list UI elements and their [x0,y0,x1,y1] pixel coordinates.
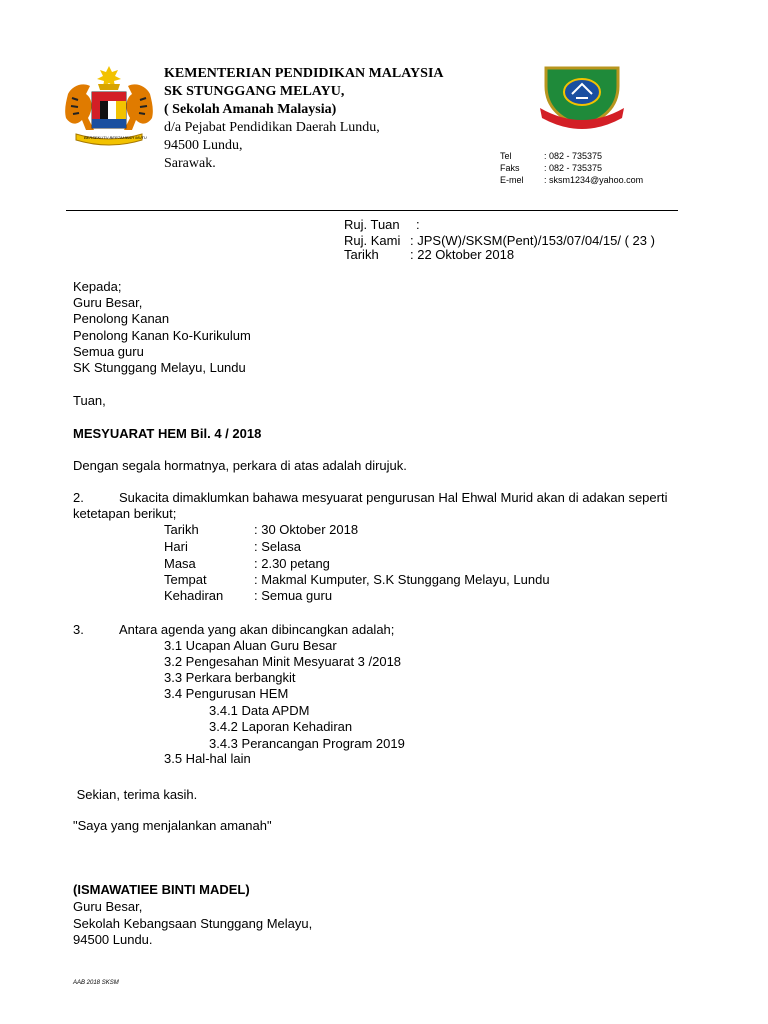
ref-kami-label: Ruj. Kami [344,233,401,248]
signatory-school: Sekolah Kebangsaan Stunggang Melayu, [73,916,313,931]
contact-fax-value: : 082 - 735375 [544,163,603,173]
school-note: ( Sekolah Amanah Malaysia) [164,102,337,117]
detail-label: Masa [164,556,196,571]
contact-tel-value: : 082 - 735375 [544,151,603,161]
detail-value: : Selasa [254,539,301,554]
detail-value: : 2.30 petang [254,556,330,571]
recipient-line: Guru Besar, [73,295,143,310]
header-divider [66,210,678,211]
detail-value: : 30 Oktober 2018 [254,522,359,537]
recipient-heading: Kepada; [73,279,122,294]
crest-motto: BERSEKUTU BERTAMBAH MUTU [84,135,147,140]
agenda-item: 3.2 Pengesahan Minit Mesyuarat 3 /2018 [164,654,402,669]
recipient-line: Penolong Kanan [73,311,170,326]
school-name: SK STUNGGANG MELAYU, [164,84,345,99]
signatory-address: 94500 Lundu. [73,932,153,947]
ministry-name: KEMENTERIAN PENDIDIKAN MALAYSIA [164,66,444,81]
recipient-line: Semua guru [73,344,144,359]
recipient-line: Penolong Kanan Ko-Kurikulum [73,328,251,343]
detail-label: Tempat [164,572,207,587]
ref-kami-value: : JPS(W)/SKSM(Pent)/153/07/04/15/ ( 23 ) [410,233,655,248]
ref-date-label: Tarikh [344,247,379,262]
agenda-subitem: 3.4.2 Laporan Kehadiran [209,719,353,734]
contact-tel-label: Tel [500,151,512,161]
detail-label: Hari [164,539,188,554]
ref-tuan-label: Ruj. Tuan [344,217,400,232]
school-badge-icon [536,62,628,134]
subject-heading: MESYUARAT HEM Bil. 4 / 2018 [73,426,262,441]
para2-line-2: ketetapan berikut; [73,506,177,521]
contact-email-value: : sksm1234@yahoo.com [544,175,644,185]
agenda-item: 3.1 Ucapan Aluan Guru Besar [164,638,337,653]
detail-value: : Semua guru [254,588,333,603]
detail-label: Kehadiran [164,588,224,603]
ref-date-value: : 22 Oktober 2018 [410,247,515,262]
signatory-title: Guru Besar, [73,899,143,914]
agenda-item: 3.3 Perkara berbangkit [164,670,296,685]
detail-value: : Makmal Kumputer, S.K Stunggang Melayu, Lundu [254,572,550,587]
closing-line: Sekian, terima kasih. [73,787,198,802]
contact-fax-label: Faks [500,163,520,173]
contact-email-label: E-mel [500,175,524,185]
detail-label: Tarikh [164,522,199,537]
address-line-1: d/a Pejabat Pendidikan Daerah Lundu, [164,120,380,135]
recipient-line: SK Stunggang Melayu, Lundu [73,360,246,375]
address-line-2: 94500 Lundu, [164,138,243,153]
agenda-item: 3.4 Pengurusan HEM [164,686,289,701]
agenda-subitem: 3.4.3 Perancangan Program 2019 [209,736,405,751]
motto-line: "Saya yang menjalankan amanah" [73,818,272,833]
paragraph-1: Dengan segala hormatnya, perkara di atas adalah dirujuk. [73,458,407,473]
salutation: Tuan, [73,393,106,408]
para2-line-1: Sukacita dimaklumkan bahawa mesyuarat pengurusan Hal Ehwal Murid akan di adakan seperti [119,490,668,505]
footer-code: AAB 2018 SKSM [73,980,119,986]
para2-number: 2. [73,490,84,505]
signatory-name: (ISMAWATIEE BINTI MADEL) [73,882,250,897]
ref-tuan-value: : [416,217,420,232]
para3-intro: Antara agenda yang akan dibincangkan adalah; [119,622,395,637]
agenda-subitem: 3.4.1 Data APDM [209,703,310,718]
para3-number: 3. [73,622,84,637]
agenda-item: 3.5 Hal-hal lain [164,751,251,766]
address-line-3: Sarawak. [164,156,216,171]
